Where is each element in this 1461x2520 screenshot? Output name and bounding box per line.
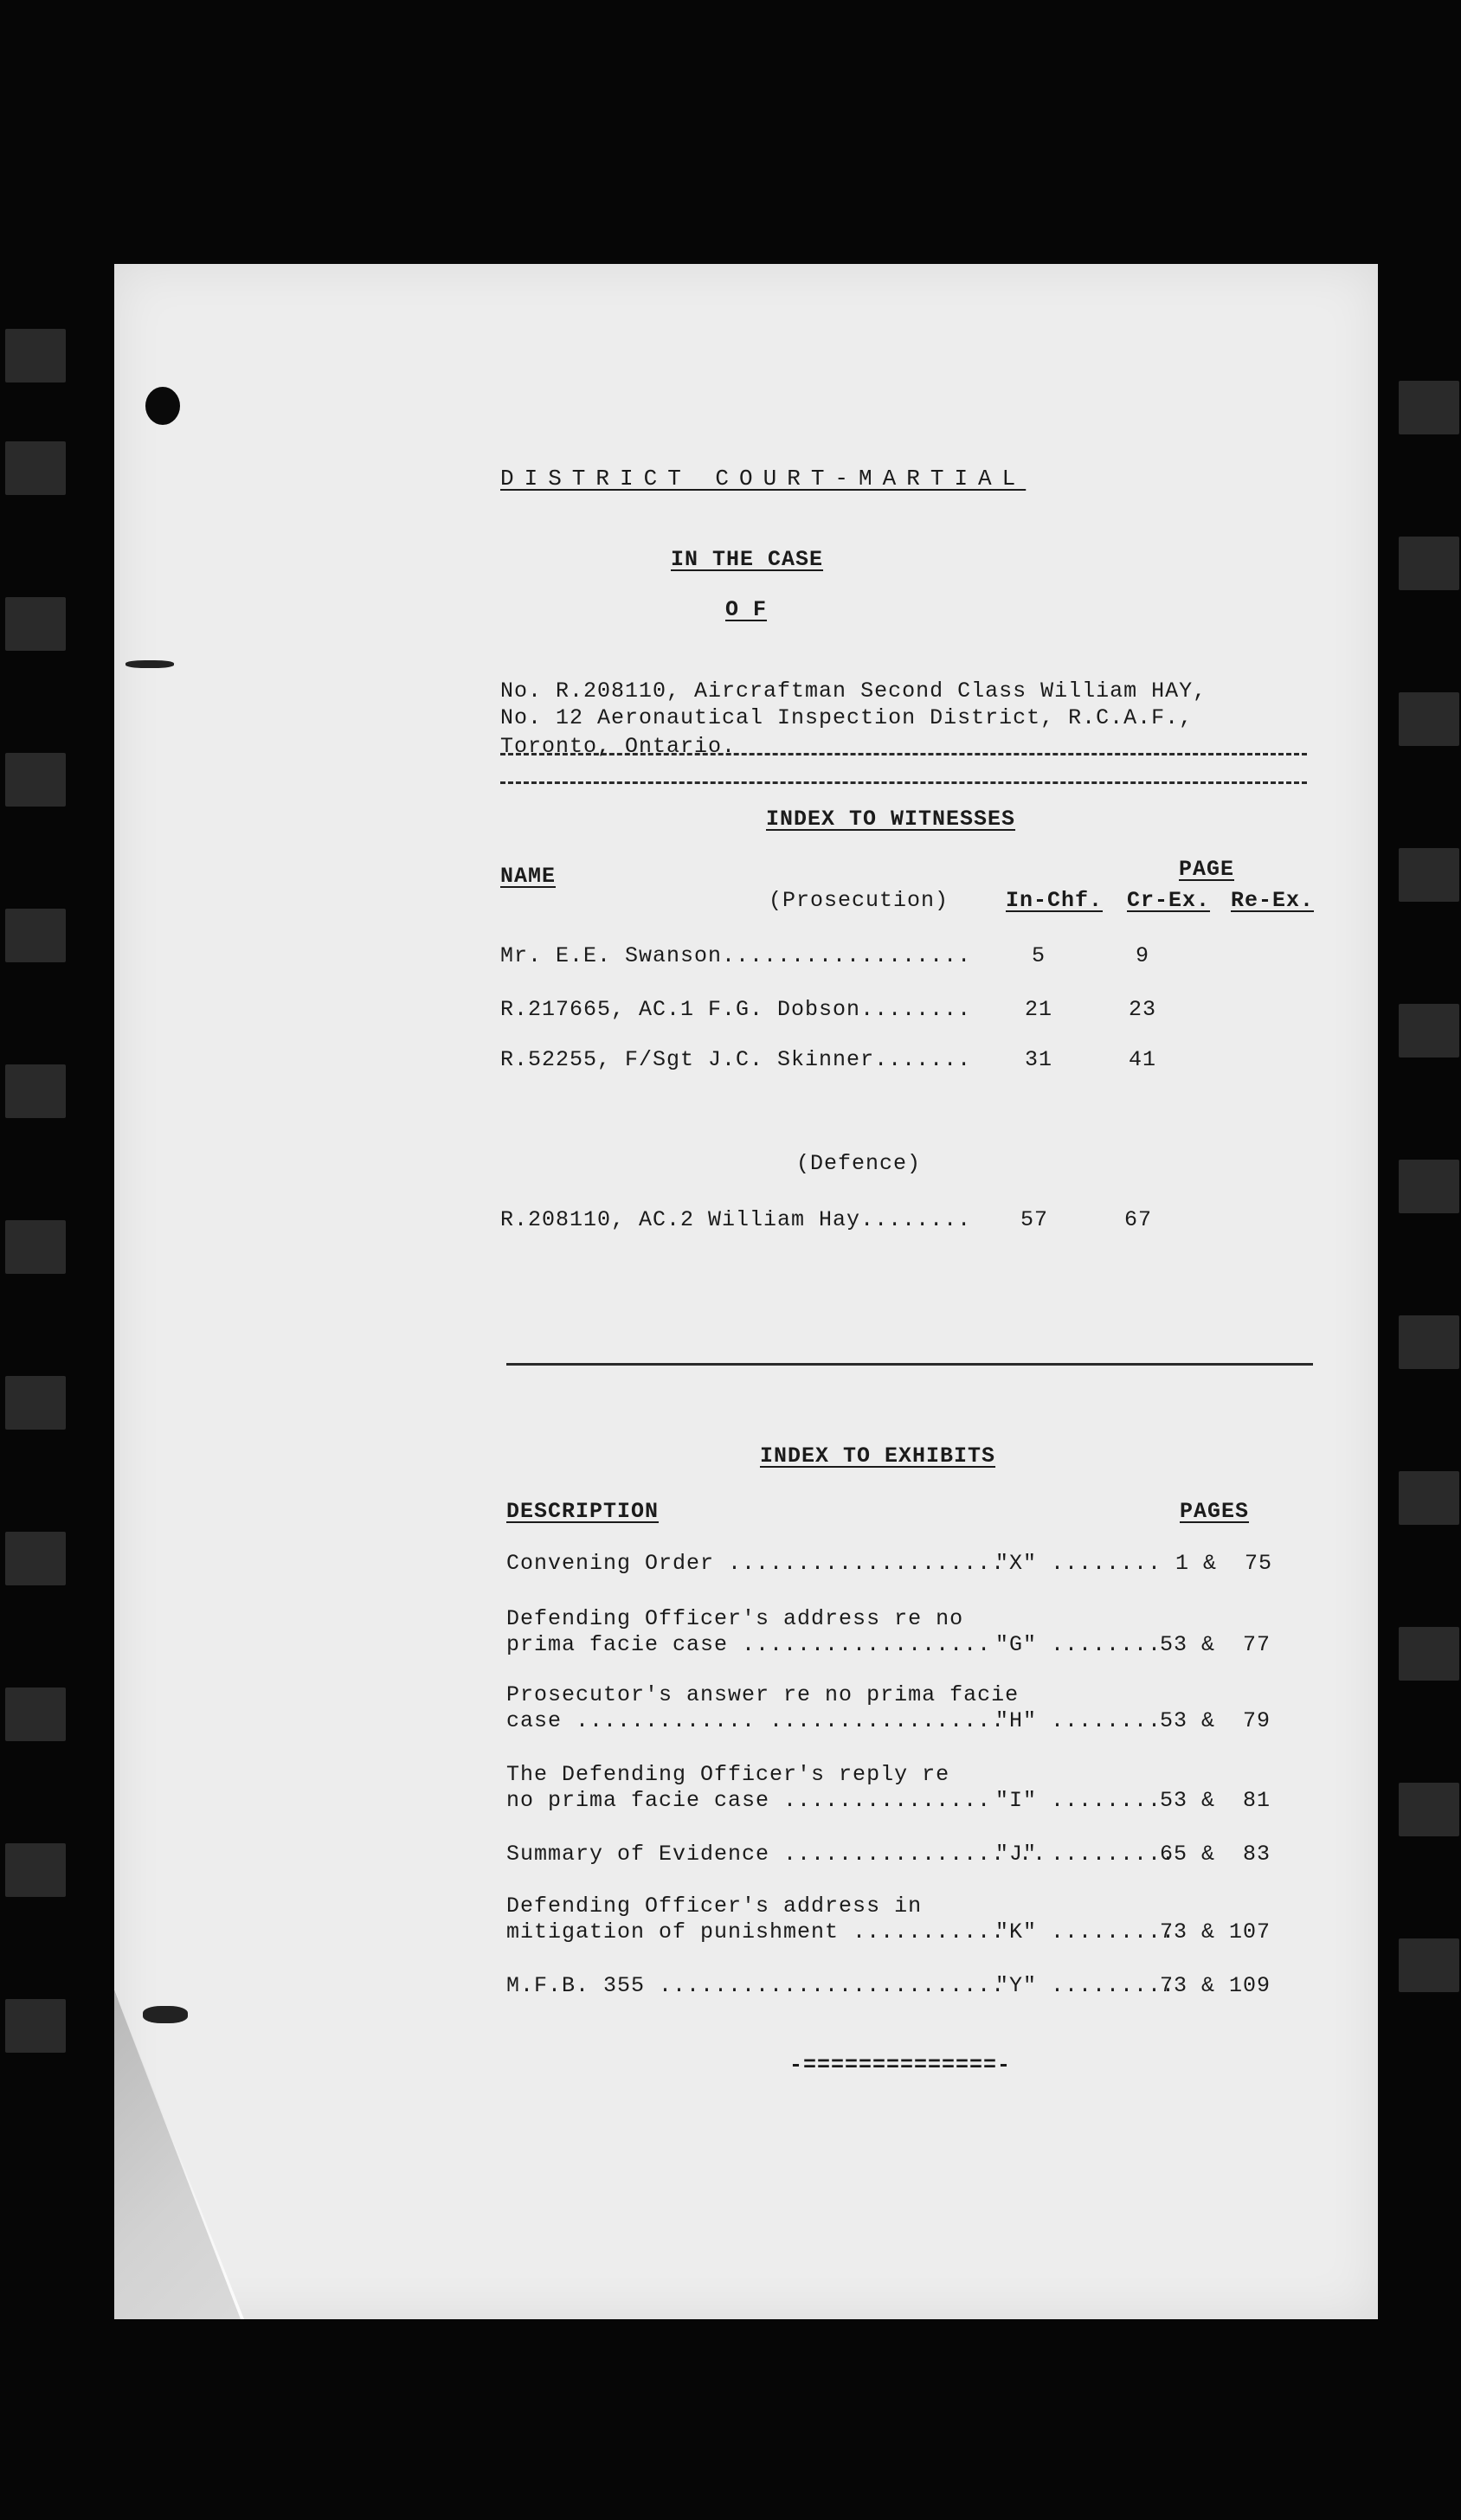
exhibit-description-continued: no prima facie case ...............	[506, 1788, 992, 1813]
witness-cross-exam-page: 41	[1128, 1047, 1156, 1072]
exhibit-description-continued: mitigation of punishment ...........	[506, 1919, 1006, 1945]
film-perforation	[5, 329, 66, 382]
film-strip-left	[0, 312, 69, 2215]
witness-name: R.208110, AC.2 William Hay........	[500, 1207, 972, 1232]
of-heading: O F	[725, 597, 768, 622]
film-perforation	[1399, 848, 1459, 902]
exhibit-mark: "H" ........	[995, 1708, 1162, 1733]
exhibit-mark: "G" ........	[995, 1632, 1162, 1657]
accused-line-2: No. 12 Aeronautical Inspection District, R.C.A.F.,	[500, 705, 1194, 730]
exhibit-pages: 1 & 75	[1175, 1551, 1273, 1576]
witness-cross-exam-page: 23	[1128, 997, 1156, 1022]
ink-smudge	[126, 660, 174, 668]
witness-name: R.217665, AC.1 F.G. Dobson........	[500, 997, 972, 1022]
divider	[500, 753, 1307, 755]
film-perforation	[5, 1843, 66, 1897]
film-perforation	[1399, 1471, 1459, 1525]
film-perforation	[1399, 1938, 1459, 1992]
exhibit-description-continued: prima facie case ..................	[506, 1632, 992, 1657]
in-the-case-heading: IN THE CASE	[671, 547, 824, 572]
film-perforation	[5, 1376, 66, 1430]
film-perforation	[1399, 1315, 1459, 1369]
film-perforation	[1399, 1160, 1459, 1213]
exhibit-description: M.F.B. 355 .........................	[506, 1973, 1006, 1998]
film-perforation	[1399, 1004, 1459, 1058]
description-column-label: DESCRIPTION	[506, 1499, 660, 1524]
accused-line-1: No. R.208110, Aircraftman Second Class William HAY,	[500, 678, 1207, 704]
film-perforation	[1399, 1627, 1459, 1681]
defence-label: (Defence)	[796, 1151, 922, 1176]
exhibit-pages: 65 & 83	[1160, 1842, 1271, 1867]
exhibit-pages: 73 & 107	[1160, 1919, 1271, 1945]
witness-cross-exam-page: 67	[1123, 1207, 1152, 1232]
page-column-label: PAGE	[1179, 857, 1235, 882]
exhibit-description: The Defending Officer's reply re	[506, 1762, 950, 1787]
exhibit-description: Convening Order ....................	[506, 1551, 1006, 1576]
exhibit-pages: 53 & 81	[1160, 1788, 1271, 1813]
pages-column-label: PAGES	[1180, 1499, 1250, 1524]
witness-cross-exam-page: 9	[1135, 943, 1149, 968]
in-chief-column-label: In-Chf.	[1006, 888, 1104, 913]
film-perforation	[1399, 537, 1459, 590]
exhibit-mark: "K" .........	[995, 1919, 1176, 1945]
witness-in-chief-page: 21	[1024, 997, 1052, 1022]
punch-hole	[145, 387, 180, 425]
exhibits-heading: INDEX TO EXHIBITS	[760, 1443, 996, 1469]
witness-in-chief-page: 57	[1020, 1207, 1048, 1232]
exhibit-description: Summary of Evidence ................ ..	[506, 1842, 1047, 1867]
witnesses-heading: INDEX TO WITNESSES	[766, 807, 1016, 832]
exhibit-pages: 53 & 79	[1160, 1708, 1271, 1733]
witness-in-chief-page: 5	[1031, 943, 1046, 968]
witness-in-chief-page: 31	[1024, 1047, 1052, 1072]
exhibit-pages: 53 & 77	[1160, 1632, 1271, 1657]
closing-rule: -==============-	[789, 2053, 1012, 2078]
cross-exam-column-label: Cr-Ex.	[1127, 888, 1211, 913]
section-divider	[506, 1363, 1313, 1366]
film-perforation	[5, 1999, 66, 2053]
exhibit-mark: "X" ........	[995, 1551, 1162, 1576]
film-perforation	[1399, 381, 1459, 434]
film-perforation	[1399, 692, 1459, 746]
document-title: DISTRICT COURT-MARTIAL	[500, 466, 1027, 492]
film-perforation	[5, 1532, 66, 1585]
accused-line-3: Toronto, Ontario.	[500, 734, 737, 759]
film-perforation	[5, 1064, 66, 1118]
film-perforation	[5, 441, 66, 495]
film-perforation	[5, 597, 66, 651]
film-perforation	[5, 1220, 66, 1274]
exhibit-description-continued: case ............. .................	[506, 1708, 1006, 1733]
exhibit-mark: "Y" .........	[995, 1973, 1176, 1998]
divider	[500, 781, 1307, 784]
exhibit-description: Prosecutor's answer re no prima facie	[506, 1682, 1020, 1707]
film-perforation	[1399, 1783, 1459, 1836]
exhibit-mark: "J" .........	[995, 1842, 1176, 1867]
film-strip-right	[1392, 312, 1461, 2215]
film-perforation	[5, 753, 66, 807]
exhibit-description: Defending Officer's address in	[506, 1893, 923, 1919]
document-page	[114, 264, 1378, 2319]
witness-name: Mr. E.E. Swanson..................	[500, 943, 972, 968]
witness-name: R.52255, F/Sgt J.C. Skinner.......	[500, 1047, 972, 1072]
film-perforation	[5, 909, 66, 962]
exhibit-pages: 73 & 109	[1160, 1973, 1271, 1998]
re-exam-column-label: Re-Ex.	[1231, 888, 1315, 913]
exhibit-mark: "I" ........	[995, 1788, 1162, 1813]
exhibit-description: Defending Officer's address re no	[506, 1606, 964, 1631]
ink-smudge	[143, 2006, 188, 2023]
name-column-label: NAME	[500, 864, 557, 889]
film-perforation	[5, 1688, 66, 1741]
prosecution-label: (Prosecution)	[769, 888, 949, 913]
